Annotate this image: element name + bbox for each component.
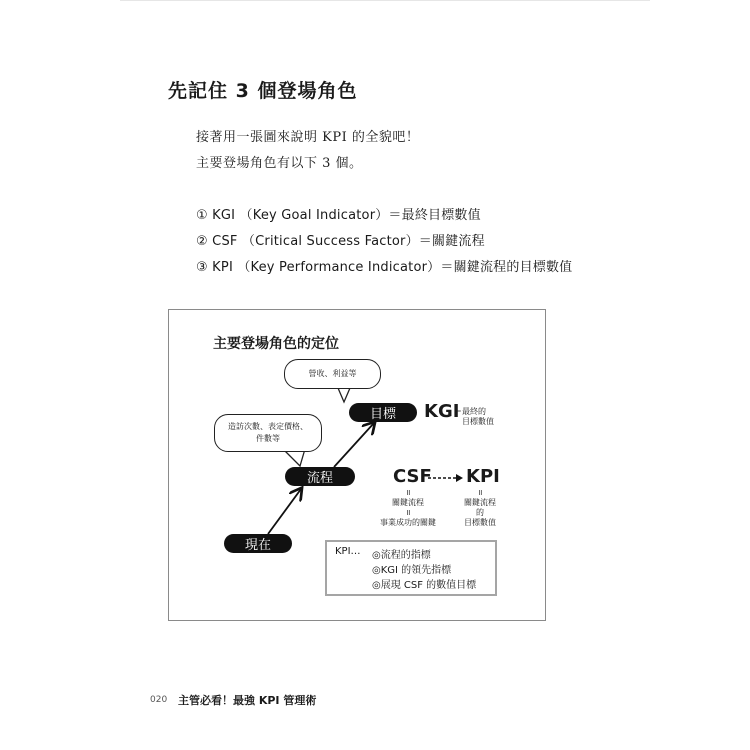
kpi-box-prefix: KPI… bbox=[335, 546, 361, 557]
kgi-desc-2: 目標數值 bbox=[462, 417, 494, 426]
arrow-csf-to-kpi-head bbox=[456, 474, 463, 482]
role-kgi: ① KGI （Key Goal Indicator）＝最終目標數值 bbox=[196, 208, 481, 223]
bubble-goal bbox=[284, 359, 381, 389]
footer-book-title: 主管必看！最強 KPI 管理術 bbox=[178, 694, 317, 707]
bubble-goal-text: 營收、利益等 bbox=[308, 369, 357, 378]
kpi-desc-1: ॥ bbox=[477, 488, 483, 497]
kpi-desc-3: 的 bbox=[476, 508, 484, 517]
arrow-process-to-goal bbox=[334, 423, 374, 467]
csf-desc-3: ॥ bbox=[405, 508, 411, 517]
kpi-desc-2: 關鍵流程 bbox=[464, 498, 496, 507]
kpi-box-item-3: ◎展現 CSF 的數值目標 bbox=[372, 580, 477, 591]
csf-desc-2: 關鍵流程 bbox=[392, 498, 424, 507]
csf-label: CSF bbox=[393, 466, 432, 487]
intro-line-2: 主要登場角色有以下 3 個。 bbox=[196, 156, 363, 171]
csf-desc-1: ॥ bbox=[405, 488, 411, 497]
csf-desc-4: 事業成功的關鍵 bbox=[380, 518, 436, 527]
section-title: 先記住 3 個登場角色 bbox=[168, 80, 358, 102]
footer-page-number: 020 bbox=[150, 695, 168, 705]
pill-process: 流程 bbox=[285, 467, 355, 486]
kgi-desc-1: ＝最終的 bbox=[454, 407, 486, 416]
pill-goal: 目標 bbox=[349, 403, 417, 422]
pill-now: 現在 bbox=[224, 534, 292, 553]
bubble-process-text-1: 造訪次數、表定價格、 bbox=[228, 422, 308, 431]
bubble-process-text-2: 件數等 bbox=[256, 434, 280, 443]
role-kpi: ③ KPI （Key Performance Indicator）＝關鍵流程的目標數值 bbox=[196, 260, 573, 275]
kpi-box-item-2: ◎KGI 的領先指標 bbox=[372, 565, 452, 576]
figure-title: 主要登場角色的定位 bbox=[213, 336, 339, 352]
kpi-box-item-1: ◎流程的指標 bbox=[372, 550, 431, 561]
role-csf: ② CSF （Critical Success Factor）＝關鍵流程 bbox=[196, 234, 485, 249]
csf-desc bbox=[370, 488, 446, 528]
kpi-label: KPI bbox=[466, 466, 500, 487]
kpi-desc-4: 目標數值 bbox=[464, 518, 496, 527]
intro-line-1: 接著用一張圖來說明 KPI 的全貌吧！ bbox=[196, 130, 420, 145]
bubble-goal-tail bbox=[338, 388, 350, 402]
bubble-process bbox=[214, 414, 322, 452]
kgi-label: KGI bbox=[424, 401, 460, 422]
kgi-desc bbox=[454, 407, 494, 427]
arrow-now-to-process bbox=[268, 489, 301, 534]
kpi-desc bbox=[452, 488, 508, 528]
